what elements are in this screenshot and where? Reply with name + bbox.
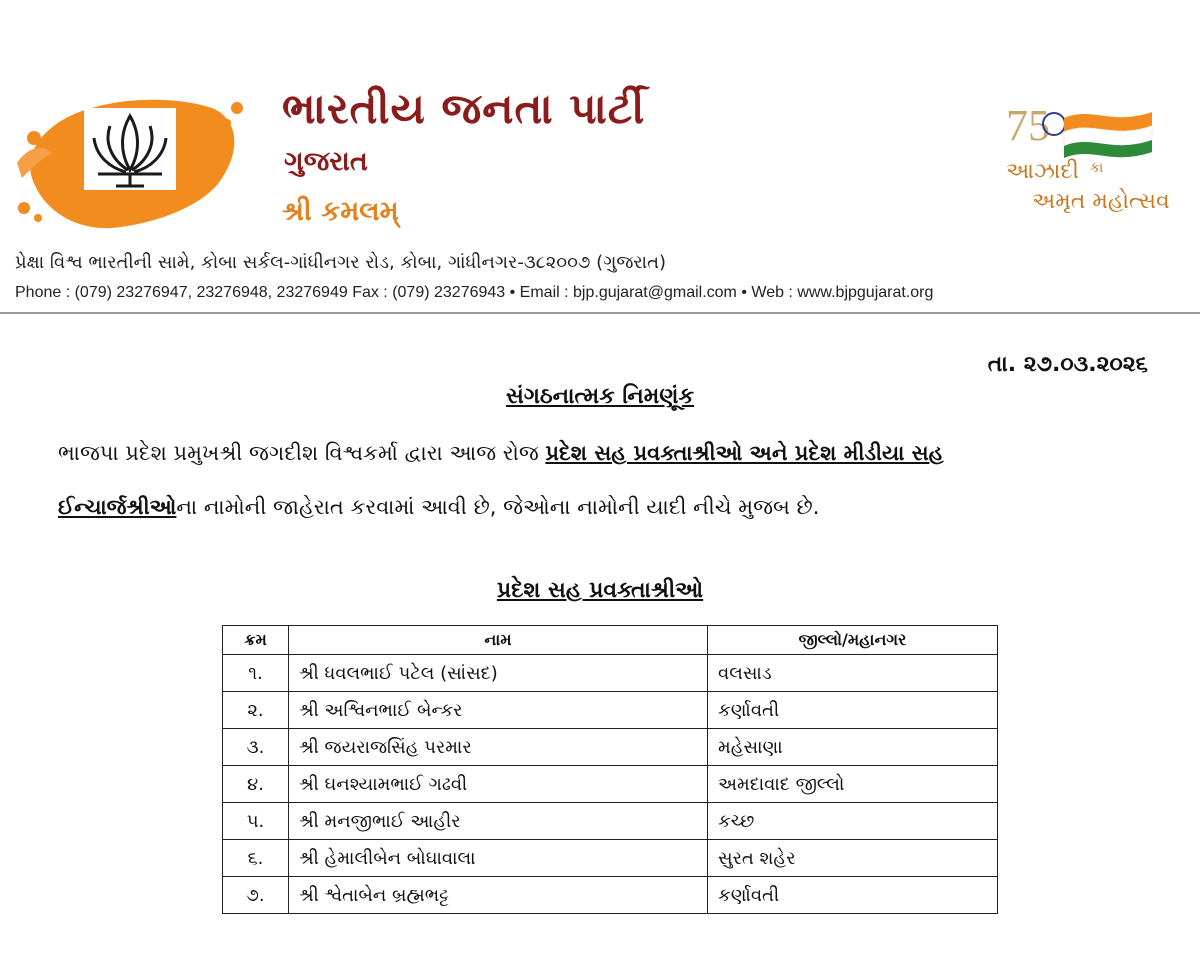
row-name: શ્રી ધવલભાઈ પટેલ (સાંસદ) [289,655,708,692]
row-district: સુરત શહેર [708,840,998,877]
row-district: મહેસાણા [708,729,998,766]
header-divider [0,312,1200,314]
table-row [223,877,998,914]
row-district: અમદાવાદ જીલ્લો [708,766,998,803]
azadi-line1: આઝાદી [1006,159,1079,184]
intro-text-2: ના નામોની જાહેરાત કરવામાં આવી છે, જેઓના નામોની યાદી નીચે મુજબ છે. [176,495,820,519]
intro-paragraph-line2 [58,484,1154,530]
document-date: તા. ૨૭.૦૩.૨૦૨૬ [987,352,1148,377]
table-header-row [223,626,998,655]
azadi-ka-amrit-mahotsav-logo [1002,96,1182,220]
contact-line: Phone : (079) 23276947, 23276948, 23276949 Fax : (079) 23276943 • Email : bjp.gujarat@gmail.com • Web : www.bjpgujarat.org [15,284,934,301]
row-serial: ૪. [223,766,289,803]
document-title: સંગઠનાત્મક નિમણૂંક [506,384,694,409]
azadi-ka: કા [1090,160,1104,176]
address-line: પ્રેક્ષા વિશ્વ ભારતીની સામે, કોબા સર્કલ-ગાંધીનગર રોડ, કોબા, ગાંધીનગર-૩૮૨૦૦૭ (ગુજરાત) [15,252,667,273]
table-row [223,729,998,766]
table-row [223,766,998,803]
row-district: કર્ણાવતી [708,877,998,914]
row-district: કચ્છ [708,803,998,840]
row-serial: ૫. [223,803,289,840]
row-serial: ૭. [223,877,289,914]
row-district: કર્ણાવતી [708,692,998,729]
row-name: શ્રી શ્વેતાબેન બ્રહ્મભટ્ટ [289,877,708,914]
bjp-lotus-logo [12,78,252,238]
intro-emphasis: પ્રદેશ સહ પ્રવક્તાશ્રીઓ અને પ્રદેશ મીડીયા સહ [545,441,944,465]
intro-paragraph-line1 [58,430,1154,476]
row-serial: ૧. [223,655,289,692]
column-header-district: જીલ્લો/મહાનગર [708,626,998,655]
row-name: શ્રી મનજીભાઈ આહીર [289,803,708,840]
row-name: શ્રી જયરાજસિંહ પરમાર [289,729,708,766]
party-office: શ્રી કમલમ્ [282,196,399,227]
row-serial: ૬. [223,840,289,877]
row-name: શ્રી ઘનશ્યામભાઈ ગઢવી [289,766,708,803]
spokespersons-table [222,625,998,914]
intro-text: ભાજપા પ્રદેશ પ્રમુખશ્રી જગદીશ વિશ્વકર્મા દ્વારા આજ રોજ [58,441,546,465]
row-name: શ્રી અશ્વિનભાઈ બેન્કર [289,692,708,729]
row-name: શ્રી હેમાલીબેન બોઘાવાલા [289,840,708,877]
table-row [223,655,998,692]
column-header-name: નામ [289,626,708,655]
row-serial: ૩. [223,729,289,766]
table-row [223,840,998,877]
party-name: ભારતીય જનતા પાર્ટી [282,84,646,133]
svg-text:7: 7 [1006,101,1028,150]
intro-emphasis-2: ઈન્ચાર્જશ્રીઓ [58,495,177,519]
svg-text:5: 5 [1028,101,1050,150]
section-heading: પ્રદેશ સહ પ્રવક્તાશ્રીઓ [496,578,704,603]
azadi-line2: અમૃત મહોત્સવ [1032,189,1170,214]
row-district: વલસાડ [708,655,998,692]
table-row [223,803,998,840]
party-state: ગુજરાત [284,146,368,177]
column-header-serial: ક્રમ [223,626,289,655]
row-serial: ૨. [223,692,289,729]
table-row [223,692,998,729]
